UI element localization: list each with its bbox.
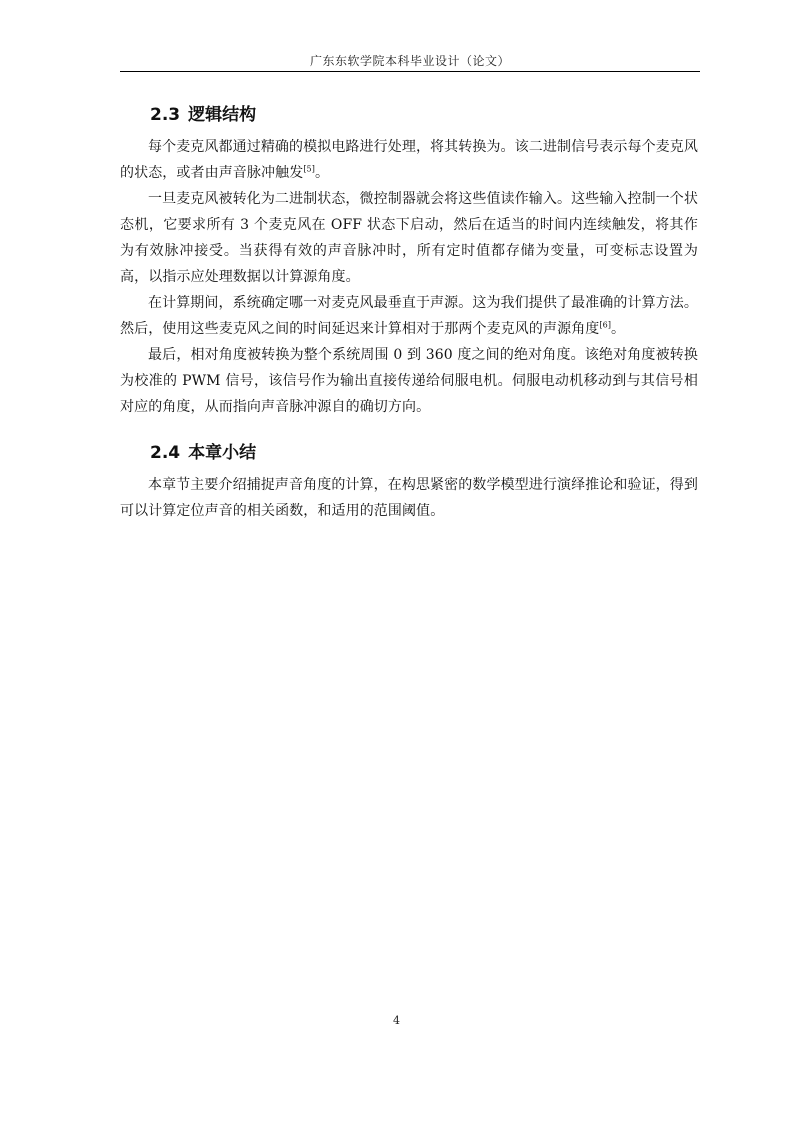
section-heading-2-3 bbox=[150, 100, 698, 130]
section-number: 2.3 bbox=[150, 105, 181, 125]
section-number: 2.4 bbox=[150, 443, 181, 463]
paragraph bbox=[120, 134, 698, 186]
page-body bbox=[120, 100, 698, 524]
paragraph bbox=[120, 290, 698, 342]
citation-ref: [6] bbox=[599, 320, 612, 330]
section-heading-2-4 bbox=[150, 438, 698, 468]
section-title: 逻辑结构 bbox=[188, 105, 257, 125]
paragraph: 一旦麦克风被转化为二进制状态，微控制器就会将这些值读作输入。这些输入控制一个状态机，它要求所有 3 个麦克风在 OFF 状态下启动，然后在适当的时间内连续触发，将其作为有效脉冲接受。当获得有效的声音脉冲时，所有定时值都存储为变量，可变标志设置为高，以指示应处理数据以计算源角度。 bbox=[120, 191, 698, 285]
header-rule bbox=[120, 71, 700, 72]
paragraph-text: 。 bbox=[611, 321, 626, 337]
page-header: 广东东软学院本科毕业设计（论文） bbox=[309, 54, 510, 68]
paragraph-text: 每个麦克风都通过精确的模拟电路进行处理，将其转换为。该二进制信号表示每个麦克风的状态，或者由声音脉冲触发 bbox=[120, 139, 698, 181]
paragraph: 最后，相对角度被转换为整个系统周围 0 到 360 度之间的绝对角度。该绝对角度被转换为校准的 PWM 信号，该信号作为输出直接传递给伺服电机。伺服电动机移动到与其信号相对应的角度，从而指向声音脉冲源自的确切方向。 bbox=[120, 347, 698, 415]
paragraph-text: 。 bbox=[314, 165, 330, 181]
page-number: 4 bbox=[393, 1014, 400, 1027]
paragraph-text: 在计算期间，系统确定哪一对麦克风最垂直于声源。这为我们提供了最准确的计算方法。然后，使用这些麦克风之间的时间延迟来计算相对于那两个麦克风的声源角度 bbox=[120, 295, 698, 337]
citation-ref: [5] bbox=[303, 164, 315, 174]
paragraph: 本章节主要介绍捕捉声音角度的计算，在构思紧密的数学模型进行演绎推论和验证，得到可以计算定位声音的相关函数，和适用的范围阈值。 bbox=[120, 477, 698, 519]
section-title: 本章小结 bbox=[188, 443, 257, 463]
